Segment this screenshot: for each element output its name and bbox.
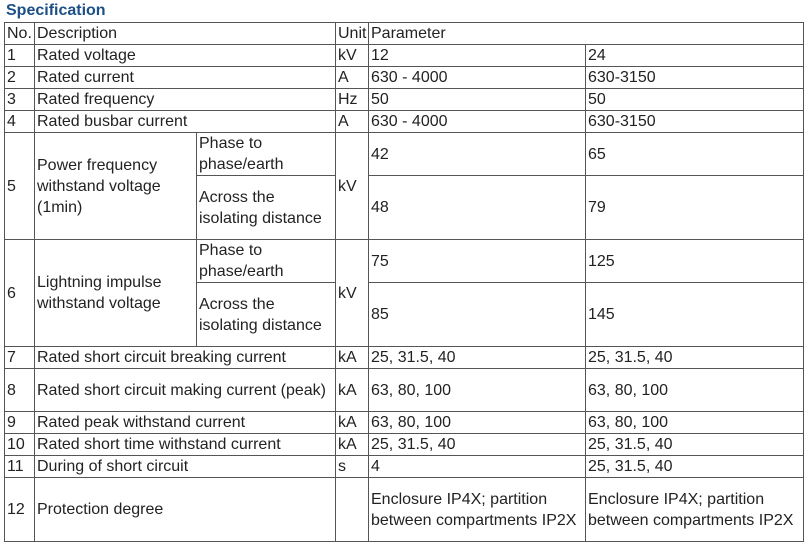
row-value-12kv: 63, 80, 100: [369, 412, 586, 434]
row-description: Rated short circuit breaking current: [35, 347, 336, 369]
table-row: [5, 412, 804, 434]
row-value-24kv: 25, 31.5, 40: [586, 456, 804, 478]
table-row: [5, 434, 804, 456]
row-value-12kv: 12: [369, 45, 586, 67]
row-unit: A: [336, 67, 369, 89]
row-value-24kv: 630-3150: [586, 111, 804, 133]
row-unit: kA: [336, 412, 369, 434]
header-unit: Unit: [336, 23, 369, 45]
row-value-24kv: 24: [586, 45, 804, 67]
row-description: Rated current: [35, 67, 336, 89]
table-row: [5, 89, 804, 111]
row-no: 3: [5, 89, 35, 111]
row-value-12kv: 42: [369, 133, 586, 176]
header-row: [5, 23, 804, 45]
row-no: 12: [5, 478, 35, 542]
row-value-12kv: 630 - 4000: [369, 67, 586, 89]
row-subitem-label: Across the isolating distance: [197, 283, 336, 347]
row-no: 4: [5, 111, 35, 133]
row-description: Rated busbar current: [35, 111, 336, 133]
row-description: Rated voltage: [35, 45, 336, 67]
row-value-12kv: 4: [369, 456, 586, 478]
row-unit: kV: [336, 133, 369, 240]
row-no: 2: [5, 67, 35, 89]
row-value-24kv: 630-3150: [586, 67, 804, 89]
row-value-24kv: Enclosure IP4X; partition between compartments IP2X: [586, 478, 804, 542]
header-description: Description: [35, 23, 336, 45]
row-value-24kv: 63, 80, 100: [586, 369, 804, 412]
row-description: Lightning impulse withstand voltage: [35, 240, 197, 347]
row-value-24kv: 79: [586, 176, 804, 240]
row-no: 7: [5, 347, 35, 369]
table-row: [5, 456, 804, 478]
row-value-24kv: 63, 80, 100: [586, 412, 804, 434]
row-value-12kv: 63, 80, 100: [369, 369, 586, 412]
row-value-24kv: 65: [586, 133, 804, 176]
row-value-24kv: 25, 31.5, 40: [586, 434, 804, 456]
row-description: Rated short time withstand current: [35, 434, 336, 456]
row-unit: kA: [336, 434, 369, 456]
row-no: 9: [5, 412, 35, 434]
row-value-12kv: 50: [369, 89, 586, 111]
table-row: [5, 133, 804, 176]
row-no: 1: [5, 45, 35, 67]
header-parameter: Parameter: [369, 23, 804, 45]
row-description: During of short circuit: [35, 456, 336, 478]
row-unit: kA: [336, 369, 369, 412]
row-value-12kv: 25, 31.5, 40: [369, 434, 586, 456]
header-no: No.: [5, 23, 35, 45]
table-row: [5, 347, 804, 369]
row-description: Rated frequency: [35, 89, 336, 111]
row-unit: Hz: [336, 89, 369, 111]
table-row: [5, 478, 804, 542]
row-description: Protection degree: [35, 478, 336, 542]
table-row: [5, 67, 804, 89]
row-unit: kA: [336, 347, 369, 369]
row-no: 8: [5, 369, 35, 412]
row-value-12kv: 75: [369, 240, 586, 283]
row-value-12kv: Enclosure IP4X; partition between compartments IP2X: [369, 478, 586, 542]
row-no: 10: [5, 434, 35, 456]
row-value-24kv: 50: [586, 89, 804, 111]
specification-table: [4, 22, 804, 542]
row-value-12kv: 25, 31.5, 40: [369, 347, 586, 369]
row-unit: kV: [336, 240, 369, 347]
row-value-12kv: 85: [369, 283, 586, 347]
row-description: Rated peak withstand current: [35, 412, 336, 434]
row-subitem-label: Across the isolating distance: [197, 176, 336, 240]
row-subitem-label: Phase to phase/earth: [197, 240, 336, 283]
table-row: [5, 111, 804, 133]
row-value-12kv: 48: [369, 176, 586, 240]
page-title: Specification: [6, 2, 106, 19]
row-unit: A: [336, 111, 369, 133]
row-unit: s: [336, 456, 369, 478]
table-row: [5, 369, 804, 412]
row-no: 11: [5, 456, 35, 478]
row-subitem-label: Phase to phase/earth: [197, 133, 336, 176]
row-no: 6: [5, 240, 35, 347]
row-unit: kV: [336, 45, 369, 67]
row-description: Power frequency withstand voltage (1min): [35, 133, 197, 240]
row-value-24kv: 125: [586, 240, 804, 283]
row-unit: [336, 478, 369, 542]
row-value-24kv: 25, 31.5, 40: [586, 347, 804, 369]
table-row: [5, 45, 804, 67]
row-value-12kv: 630 - 4000: [369, 111, 586, 133]
row-value-24kv: 145: [586, 283, 804, 347]
table-row: [5, 240, 804, 283]
row-no: 5: [5, 133, 35, 240]
row-description: Rated short circuit making current (peak): [35, 369, 336, 412]
